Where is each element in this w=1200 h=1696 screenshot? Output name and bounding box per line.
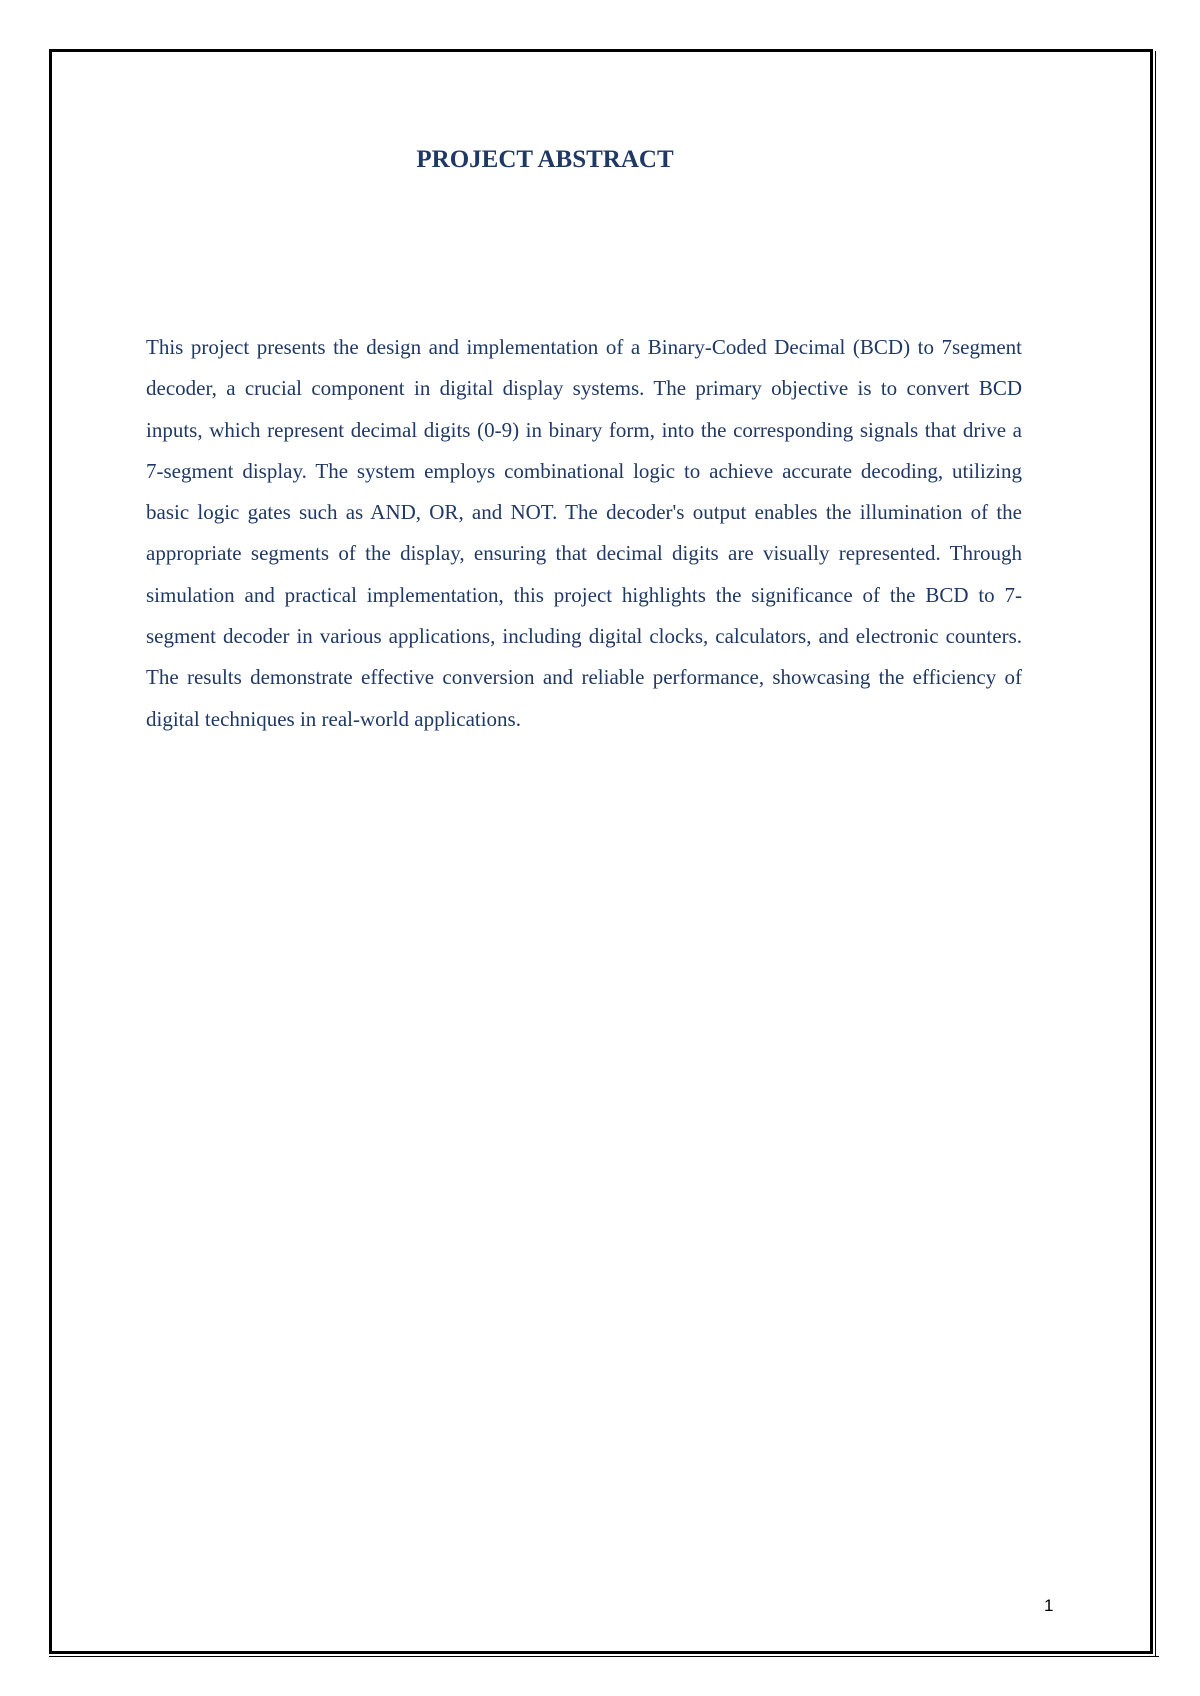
page-number: 1 (1044, 1596, 1054, 1615)
page-border-shadow-right (1155, 51, 1156, 1656)
page-title: PROJECT ABSTRACT (416, 146, 674, 173)
page-border (49, 49, 1153, 1654)
page-border-shadow-bottom (49, 1656, 1159, 1657)
abstract-paragraph: This project presents the design and implementation of a Binary-Coded Decimal (BCD) to 7segment decoder, a crucial component in digital display systems. The primary objective is to convert BCD inputs, which represent decimal digits (0-9) in binary form, into the corresponding signals that drive a 7-segment display. The system employs combinational logic to achieve accurate decoding, utilizing basic logic gates such as AND, OR, and NOT. The decoder's output enables the illumination of the appropriate segments of the display, ensuring that decimal digits are visually represented. Through simulation and practical implementation, this project highlights the significance of the BCD to 7-segment decoder in various applications, including digital clocks, calculators, and electronic counters. The results demonstrate effective conversion and reliable performance, showcasing the efficiency of digital techniques in real-world applications. (146, 335, 1022, 731)
